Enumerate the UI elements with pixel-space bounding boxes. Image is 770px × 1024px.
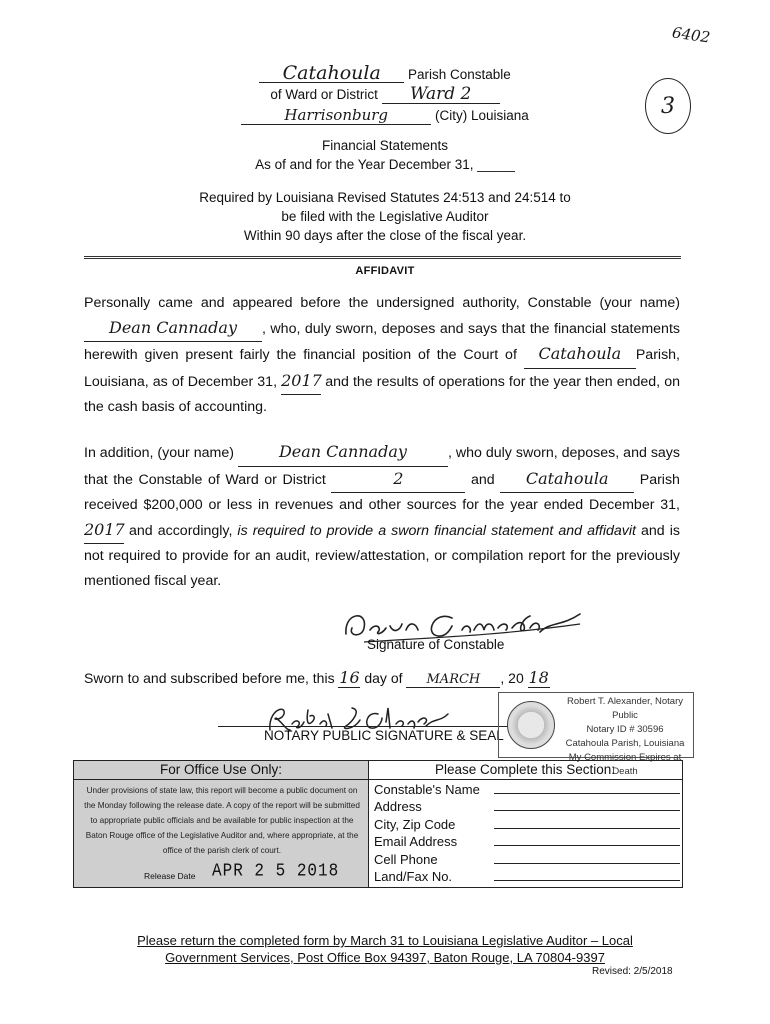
sworn-text-b: day of xyxy=(364,670,403,686)
p2-text-a: In addition, (your name) xyxy=(84,445,234,461)
p1-year-field: 2017 xyxy=(281,369,321,396)
field-label: Constable's Name xyxy=(374,781,480,797)
footer-line-2: Government Services, Post Office Box 94397, Baton Rouge, LA 70804-9397 xyxy=(165,950,605,965)
parish-field: Catahoula xyxy=(259,64,404,83)
p2-parish-field: Catahoula xyxy=(500,467,634,494)
form-box xyxy=(73,760,683,888)
stamp-line: Robert T. Alexander, Notary Public xyxy=(567,696,683,721)
required-line-1: Required by Louisiana Revised Statutes 24:513 and 24:514 to xyxy=(199,190,571,205)
land-fax-input[interactable] xyxy=(494,880,680,881)
sworn-line xyxy=(84,668,550,688)
as-of-line: As of and for the Year December 31, _____ xyxy=(255,157,515,172)
office-use-text: Under provisions of state law, this report will become a public document on the Monday following the release date. A copy of the report will be submitted to appropriate public officials and be available for public inspection at the Baton Rouge office of the Legislative Auditor and, where appropriate, at the office of the parish clerk of court. xyxy=(84,786,360,855)
affidavit-paragraph-1 xyxy=(84,291,680,420)
email-input[interactable] xyxy=(494,845,680,846)
release-date-stamp: APR 2 5 2018 xyxy=(212,860,340,882)
p2-text-f: and is not required to provide for an audit, review/attestation, or compilation report for the previously mentioned fiscal year. xyxy=(84,522,680,589)
p2-text-d: Parish received $200,000 or less in revenues and other sources for the year ended December 31, xyxy=(84,471,680,513)
constable-name-input[interactable] xyxy=(494,793,680,794)
notary-signature-line xyxy=(218,726,518,727)
p2-year-field: 2017 xyxy=(84,518,124,545)
sworn-month-field: MARCH xyxy=(406,670,500,688)
field-row[interactable] xyxy=(374,832,680,850)
p1-name-field: Dean Cannaday xyxy=(84,316,262,343)
ward-label: of Ward or District xyxy=(270,87,378,102)
field-label: Cell Phone xyxy=(374,851,438,867)
page-number-circle: 3 xyxy=(645,78,691,134)
contact-fields xyxy=(374,779,680,884)
return-instructions xyxy=(0,932,770,966)
statements-title: Financial Statements xyxy=(321,138,449,153)
p1-text-c: Parish, Louisiana, as of December 31, xyxy=(84,347,680,390)
field-row[interactable] xyxy=(374,814,680,832)
field-row[interactable] xyxy=(374,779,680,797)
parish-label: Parish Constable xyxy=(407,67,511,82)
p2-ward-field: 2 xyxy=(331,467,465,494)
sworn-text-c: , 20 xyxy=(500,670,524,686)
p1-text-b: , who, duly sworn, deposes and says that the financial statements herewith given present fairly the financial position of the Court of xyxy=(84,320,680,363)
office-use-title: For Office Use Only: xyxy=(74,761,368,780)
field-row[interactable] xyxy=(374,867,680,885)
office-use-panel xyxy=(74,761,369,887)
p1-text-d: and the results of operations for the year then ended, on the cash basis of accounting. xyxy=(84,373,680,415)
sworn-text-a: Sworn to and subscribed before me, this xyxy=(84,670,335,686)
stamp-line: Notary ID # 30596 xyxy=(586,724,664,735)
field-row[interactable] xyxy=(374,797,680,815)
stamp-line: Catahoula Parish, Louisiana xyxy=(565,738,685,749)
p1-text-a: Personally came and appeared before the undersigned authority, Constable (your name) xyxy=(84,295,680,311)
complete-section-title: Please Complete this Section: xyxy=(368,761,682,780)
sworn-day-field: 16 xyxy=(339,668,360,687)
sworn-year-field: 18 xyxy=(528,668,549,687)
p2-name-field: Dean Cannaday xyxy=(238,440,448,467)
revised-date: Revised: 2/5/2018 xyxy=(592,966,673,977)
p2-italic-text: is required to provide a sworn financial statement and affidavit xyxy=(237,522,636,539)
p1-parish-field: Catahoula xyxy=(524,342,636,369)
stamp-line: My Commission Expires at Death xyxy=(568,752,682,777)
p2-text-b: , who duly sworn, deposes, and says that the Constable of Ward or District xyxy=(84,445,680,488)
field-label: Address xyxy=(374,799,422,814)
city-zip-input[interactable] xyxy=(494,828,680,829)
release-date-label: Release Date xyxy=(144,871,196,881)
field-label: Email Address xyxy=(374,834,458,849)
notary-seal-icon xyxy=(507,701,555,749)
handwritten-note: 6402 xyxy=(670,23,712,47)
notary-label: NOTARY PUBLIC SIGNATURE & SEAL xyxy=(264,728,504,743)
affidavit-paragraph-2 xyxy=(84,440,680,593)
form-header xyxy=(0,64,770,246)
field-label: City, Zip Code xyxy=(374,816,456,832)
ward-field: Ward 2 xyxy=(382,85,500,104)
p2-text-c: and xyxy=(470,471,495,488)
city-field: Harrisonburg xyxy=(241,106,431,125)
p2-text-e: and accordingly, xyxy=(129,522,233,539)
required-line-2: be filed with the Legislative Auditor xyxy=(281,209,489,224)
constable-signature-label: Signature of Constable xyxy=(367,637,505,652)
city-label: (City) Louisiana xyxy=(434,108,529,123)
field-row[interactable] xyxy=(374,849,680,867)
divider xyxy=(84,256,681,259)
field-label: Land/Fax No. xyxy=(374,869,453,884)
address-input[interactable] xyxy=(494,810,680,811)
footer-line-1: Please return the completed form by March 31 to Louisiana Legislative Auditor – Local xyxy=(137,933,633,948)
affidavit-title: AFFIDAVIT xyxy=(355,265,415,277)
cell-phone-input[interactable] xyxy=(494,863,680,864)
required-line-3: Within 90 days after the close of the fiscal year. xyxy=(243,228,527,243)
